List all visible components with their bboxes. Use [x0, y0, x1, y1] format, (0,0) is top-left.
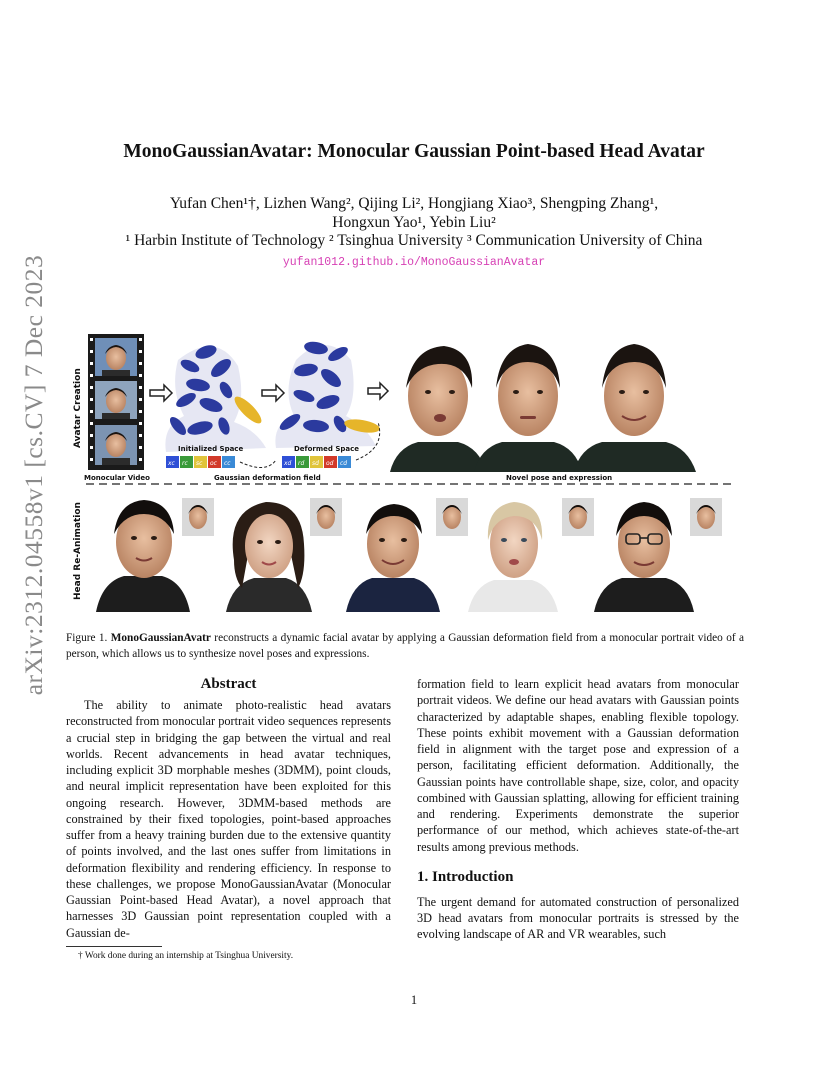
reanimated-head	[96, 500, 190, 612]
introduction-text: The urgent demand for automated construction of personalized 3D head avatars from monocular portraits is stressed by the evolving landscape of AR and VR wearables, such	[417, 894, 739, 942]
reanimated-head	[594, 502, 694, 612]
driving-thumbnail	[690, 498, 722, 536]
avatar-creation-label: Avatar Creation	[73, 368, 83, 448]
svg-text:cc: cc	[224, 460, 231, 467]
video-frame	[95, 425, 137, 465]
svg-text:oc: oc	[210, 460, 217, 467]
svg-text:rc: rc	[182, 460, 188, 467]
reanimated-head	[226, 502, 312, 612]
novel-pose-head	[474, 344, 582, 472]
figure-1-illustration	[66, 330, 744, 620]
figure-1	[66, 330, 744, 620]
left-column	[66, 676, 391, 941]
head-reanimation-label: Head Re-Animation	[73, 502, 83, 600]
deformed-params-cubes	[282, 456, 351, 468]
deformed-space-label: Deformed Space	[294, 445, 360, 453]
footnote: † Work done during an internship at Tsinghua University.	[78, 951, 294, 961]
svg-text:sd: sd	[312, 460, 319, 467]
arrow-icon	[368, 383, 388, 399]
page-number: 1	[410, 993, 418, 1007]
novel-pose-expression-label: Novel pose and expression	[506, 474, 613, 482]
reanimated-head	[346, 504, 440, 612]
svg-text:cd: cd	[340, 460, 348, 467]
figure-1-caption	[66, 630, 744, 662]
deformed-gaussian-cloud	[275, 340, 380, 448]
gaussian-deformation-field-label: Gaussian deformation field	[214, 474, 321, 482]
deformation-dashed-arc	[240, 460, 276, 468]
svg-text:xd: xd	[284, 460, 292, 467]
svg-text:sc: sc	[196, 460, 203, 467]
driving-thumbnail	[310, 498, 342, 536]
affiliations: ¹ Harbin Institute of Technology ² Tsinghua University ³ Communication University of China	[125, 232, 703, 249]
arrow-icon	[150, 385, 172, 401]
author-line-1: Yufan Chen¹†, Lizhen Wang², Qijing Li², Hongjiang Xiao³, Shengping Zhang¹,	[169, 195, 659, 212]
monocular-video-label: Monocular Video	[84, 474, 150, 482]
abstract-text-right: formation field to learn explicit head avatars from monocular portrait videos. We define our head avatars with Gaussian points characterized by adaptable shapes, enabling flexible topology. These points exhibit movement with a Gaussian deformation field in alignment with the target pose and expression of a person, facilitating efficient deformation. Additionally, the Gaussian points have controllable shape, size, color, and opacity combined with Gaussian splatting, allowing for efficient training and rendering. Experiments demonstrate the superior performance of our method, which achieves state-of-the-art results among previous methods.	[417, 677, 739, 854]
arxiv-id-text: arXiv:2312.04558v1 [cs.CV] 7 Dec 2023	[19, 254, 48, 696]
abstract-text-left: The ability to animate photo-realistic head avatars reconstructed from monocular portrait video sequences represents a crucial step in bridging the gap between the virtual and real worlds. Recent advancements in head avatar techniques, including explicit 3D morphable meshes (3DMM), point clouds, and neural implicit representation have been exploited for this ongoing research. However, 3DMM-based methods are constrained by their fixed topologies, point-based approaches suffer from a heavy training burden due to the extensive quantity of points involved, and the last ones suffer from limitations in deformation flexibility and rendering efficiency. In response to these challenges, we propose MonoGaussianAvatar (Monocular Gaussian Point-based Head Avatar), a novel approach that harnesses 3D Gaussian point representation coupled with a Gaussian de-	[66, 698, 391, 940]
video-frame	[95, 338, 137, 376]
project-url-link[interactable]: yufan1012.github.io/MonoGaussianAvatar	[282, 256, 546, 269]
caption-method-name: MonoGaussianAvatr	[110, 632, 211, 644]
arxiv-identifier-stamp	[14, 254, 54, 696]
initialized-params-cubes	[166, 456, 235, 468]
paper-title: MonoGaussianAvatar: Monocular Gaussian Point-based Head Avatar	[123, 141, 705, 162]
arrow-icon	[262, 385, 284, 401]
novel-pose-head	[390, 346, 486, 472]
author-line-2: Hongxun Yao¹, Yebin Liu²	[332, 214, 496, 231]
driving-thumbnail	[436, 498, 468, 536]
caption-text: reconstructs a dynamic facial avatar by applying a Gaussian deformation field from a monocular portrait video of a person, which allows us to synthesize novel poses and expressions.	[66, 632, 744, 660]
video-frame	[95, 381, 137, 419]
svg-text:rd: rd	[298, 460, 305, 467]
caption-label: Figure 1.	[66, 632, 108, 644]
svg-text:xc: xc	[168, 460, 175, 467]
initialized-gaussian-cloud	[165, 343, 266, 452]
monocular-video-filmstrip	[88, 334, 144, 470]
driving-thumbnail	[182, 498, 214, 536]
author-list	[0, 194, 828, 232]
introduction-heading: 1. Introduction	[417, 868, 514, 885]
svg-text:od: od	[326, 460, 334, 467]
abstract-heading: Abstract	[200, 676, 257, 692]
driving-thumbnail	[562, 498, 594, 536]
novel-pose-head	[574, 344, 696, 472]
footnote-rule	[66, 946, 162, 947]
reanimated-head	[468, 502, 558, 612]
right-column	[417, 676, 739, 943]
initialized-space-label: Initialized Space	[178, 445, 244, 453]
